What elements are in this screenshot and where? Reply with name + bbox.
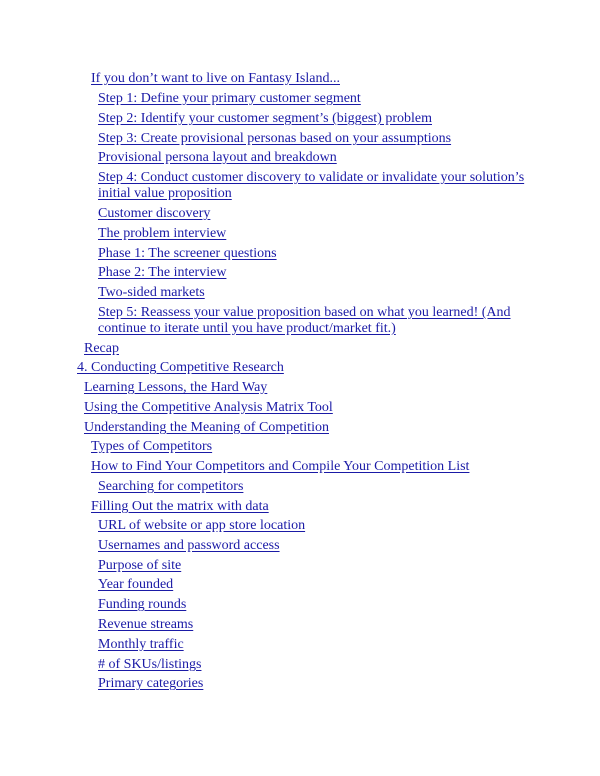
toc-link[interactable]: Primary categories [98,676,204,691]
toc-link[interactable]: Revenue streams [98,617,194,632]
toc-link[interactable]: Searching for competitors [98,479,244,494]
toc-link[interactable]: Funding rounds [98,597,187,612]
toc-link[interactable]: Using the Competitive Analysis Matrix Tool [84,400,333,415]
toc-link[interactable]: Usernames and password access [98,538,280,553]
toc-link[interactable]: Step 2: Identify your customer segment’s (biggest) problem [98,111,432,126]
toc-link[interactable]: Monthly traffic [98,637,184,652]
toc-link[interactable]: Purpose of site [98,558,182,573]
toc-link[interactable]: URL of website or app store location [98,518,306,533]
toc-link[interactable]: Year founded [98,577,174,592]
toc-link[interactable]: Customer discovery [98,206,211,221]
toc-link[interactable]: If you don’t want to live on Fantasy Island... [91,71,340,86]
toc-link[interactable]: Step 3: Create provisional personas based on your assumptions [98,131,452,146]
toc-link[interactable]: Recap [84,341,119,356]
toc-link[interactable]: The problem interview [98,226,227,241]
toc-link[interactable]: 4. Conducting Competitive Research [77,360,284,375]
toc-link[interactable]: Types of Competitors [91,439,213,454]
toc-link[interactable]: Phase 1: The screener questions [98,246,277,261]
toc-link[interactable]: Filling Out the matrix with data [91,499,269,514]
toc-link[interactable]: Phase 2: The interview [98,265,227,280]
toc-link[interactable]: Learning Lessons, the Hard Way [84,380,268,395]
toc-link[interactable]: Provisional persona layout and breakdown [98,150,337,165]
toc-link[interactable]: Understanding the Meaning of Competition [84,420,329,435]
toc-link[interactable]: Step 5: Reassess your value proposition based on what you learned! (And continue to iterate until you have product/market fit.) [98,305,511,336]
toc-link[interactable]: # of SKUs/listings [98,657,202,672]
toc-link[interactable]: How to Find Your Competitors and Compile Your Competition List [91,459,470,474]
toc-link[interactable]: Two-sided markets [98,285,205,300]
toc-link[interactable]: Step 1: Define your primary customer segment [98,91,361,106]
toc-link[interactable]: Step 4: Conduct customer discovery to validate or invalidate your solution’s initial value proposition [98,170,525,201]
